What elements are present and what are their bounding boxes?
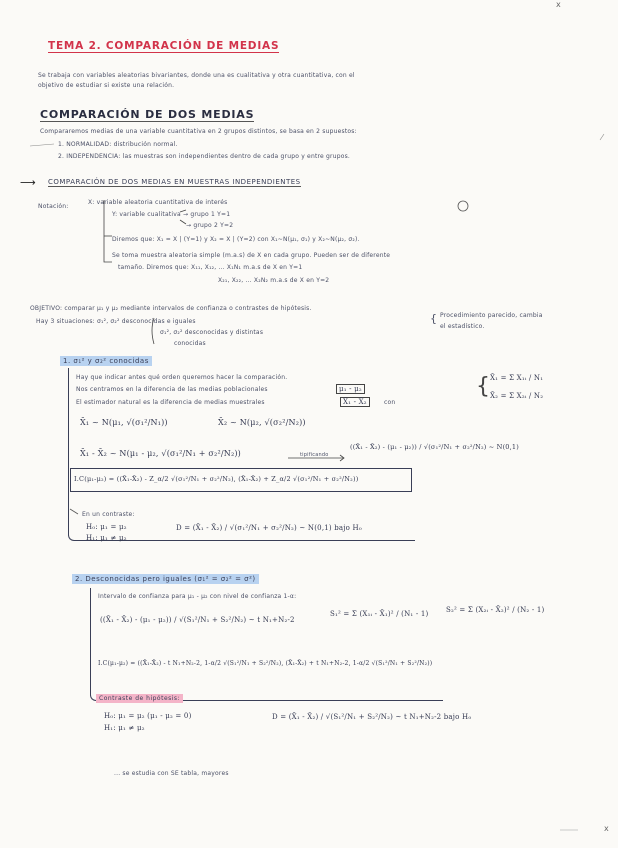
intro-line-1: Se trabaja con variables aleatorias bivariantes, donde una es cualitativa y otra cuantitativa, con el — [38, 72, 355, 79]
notation-x: X: variable aleatoria cuantitativa de interés — [88, 199, 228, 206]
section-heading-dos-medias: COMPARACIÓN DE DOS MEDIAS — [40, 108, 255, 121]
objetivo-note-2: el estadístico. — [440, 323, 485, 330]
case2-contraste-label: Contraste de hipótesis: — [96, 694, 183, 703]
case2-h1: H₁: μ₁ ≠ μ₂ — [104, 724, 145, 732]
brace-means-icon: { — [476, 374, 491, 399]
corner-mark-bottom: x — [604, 824, 609, 833]
case2-s1: S₁² = Σ (X₁ᵢ - X̄₁)² / (N₁ - 1) — [330, 610, 429, 618]
subsection-heading: COMPARACIÓN DE DOS MEDIAS EN MUESTRAS INDEPENDIENTES — [48, 178, 301, 186]
dist-x1: X̄₁ ~ N(μ₁, √(σ₁²/N₁)) — [80, 418, 168, 427]
case1-line-3: El estimador natural es la diferencia de medias muestrales — [76, 399, 265, 406]
case2-h0: H₀: μ₁ = μ₂ (μ₁ - μ₂ = 0) — [104, 712, 192, 720]
case1-line-2: Nos centramos en la diferencia de las medias poblacionales — [76, 386, 268, 393]
notation-mas: Se toma muestra aleatoria simple (m.a.s) de X en cada grupo. Pueden ser de diferente — [112, 252, 391, 259]
case1-h0: H₀: μ₁ = μ₂ — [86, 523, 127, 531]
case1-line-1: Hay que indicar antes qué orden queremos hacer la comparación. — [76, 374, 288, 381]
case1-contraste-label: En un contraste: — [82, 511, 135, 518]
dist-diff: X̄₁ - X̄₂ ~ N(μ₁ - μ₂, √(σ₁²/N₁ + σ₂²/N₂)) — [80, 449, 241, 458]
estimator-box: X̄₁ - X̄₂ — [340, 397, 370, 407]
mean-x1: X̄₁ = Σ X₁ᵢ / N₁ — [490, 374, 544, 382]
brace-icon: { — [430, 312, 438, 325]
objetivo-situacion-2: σ₁², σ₂² desconocidas y distintas — [160, 329, 264, 336]
tipificando-label: tipificando — [300, 452, 329, 458]
case1-con: con — [384, 399, 396, 406]
case2-stat: D = (X̄₁ - X̄₂) / √(S₁²/N₁ + S₂²/N₂) ~ t N₁+N₂-2 bajo H₀ — [272, 713, 472, 721]
objetivo-situacion-3: conocidas — [174, 340, 206, 347]
objetivo-line: OBJETIVO: comparar μ₁ y μ₂ mediante intervalos de confianza o contrastes de hipótesis. — [30, 305, 312, 312]
case1-heading: 1. σ₁² y σ₂² conocidas — [60, 356, 152, 366]
notation-y: Y: variable cualitativa → grupo 1 Y=1 — [112, 211, 231, 218]
case2-s2: S₂² = Σ (X₂ᵢ - X̄₂)² / (N₂ - 1) — [446, 606, 545, 614]
param-box: μ₁ - μ₂ — [336, 384, 365, 394]
case1-h1: H₁: μ₁ ≠ μ₂ — [86, 534, 127, 542]
notation-y-group2: → grupo 2 Y=2 — [186, 222, 234, 229]
intro-line-2: objetivo de estudiar si existe una relación. — [38, 82, 175, 89]
mean-x2: X̄₂ = Σ X₂ᵢ / N₂ — [490, 392, 544, 400]
section1-line-3: 2. INDEPENDENCIA: las muestras son independientes dentro de cada grupo y entre grupos. — [58, 153, 351, 160]
notation-diremos: Diremos que: X₁ = X | (Y=1) y X₂ = X | (Y=2) con X₁~N(μ₁, σ₁) y X₂~N(μ₂, σ₂). — [112, 236, 360, 243]
case2-ic: I.C(μ₁-μ₂) = ((X̄₁-X̄₂) - t N₁+N₂-2, 1-α/2 √(S₁²/N₁ + S₂²/N₂), (X̄₁-X̄₂) + t N₁+N₂-2, 1-α/2 √(S₁²/N₁ + S₂²/N₂)) — [98, 660, 433, 667]
dist-x2: X̄₂ ~ N(μ₂, √(σ₂²/N₂)) — [218, 418, 306, 427]
page-title: TEMA 2. COMPARACIÓN DE MEDIAS — [48, 40, 280, 52]
notation-mas-2: X₂₁, X₂₂, ... X₂N₂ m.a.s de X en Y=2 — [218, 277, 330, 284]
case1-ic: I.C(μ₁-μ₂) = ((X̄₁-X̄₂) - Z_α/2 √(σ₁²/N₁ + σ₂²/N₂), (X̄₁-X̄₂) + Z_α/2 √(σ₁²/N₁ + σ₂²/N₂)) — [74, 475, 359, 483]
standardized-stat: ((X̄₁ - X̄₂) - (μ₁ - μ₂)) / √(σ₁²/N₁ + σ₂²/N₂) ~ N(0,1) — [350, 443, 519, 451]
objetivo-situacion-1: Hay 3 situaciones: σ₁², σ₂² desconocidas e iguales — [36, 318, 196, 325]
case1-stat: D = (X̄₁ - X̄₂) / √(σ₁²/N₁ + σ₂²/N₂) ~ N(0,1) bajo H₀ — [176, 524, 362, 532]
objetivo-note-1: Procedimiento parecido, cambia — [440, 312, 543, 319]
footer-note: ... se estudia con SE tabla, mayores — [114, 770, 229, 777]
notation-label: Notación: — [38, 203, 69, 210]
case2-pivot: ((X̄₁ - X̄₂) - (μ₁ - μ₂)) / √(S₁²/N₁ + S₂²/N₂) ~ t N₁+N₂-2 — [100, 616, 295, 624]
section1-line-1: Compararemos medias de una variable cuantitativa en 2 grupos distintos, se basa en 2 supuestos: — [40, 128, 357, 135]
case2-heading: 2. Desconocidas pero iguales (σ₁² = σ₂² = σ²) — [72, 574, 259, 584]
section1-line-2: 1. NORMALIDAD: distribución normal. — [58, 141, 178, 148]
arrow-icon: ⟶ — [20, 176, 37, 189]
case2-ic-label: Intervalo de confianza para μ₁ - μ₂ con nivel de confianza 1-α: — [98, 593, 297, 600]
notation-tamano: tamaño. Diremos que: X₁₁, X₁₂, ... X₁N₁ m.a.s de X en Y=1 — [118, 264, 303, 271]
corner-mark-top: x — [556, 0, 561, 9]
